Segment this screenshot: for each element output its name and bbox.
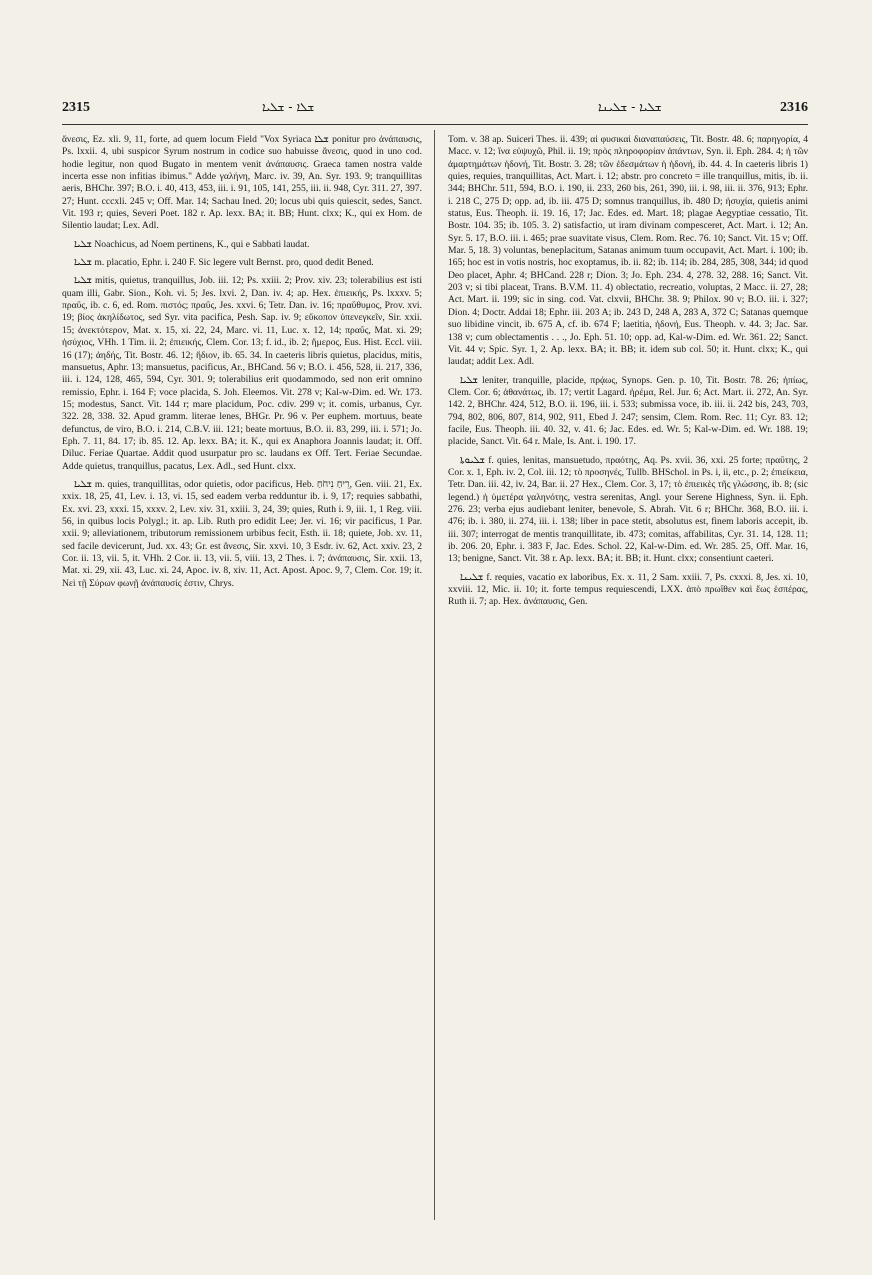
entry-paragraph: ܫܠܝܐ Noachicus, ad Noem pertinens, K., qui e Sabbati laudat.: [74, 238, 310, 250]
entry-paragraph: ἄνεσις, Ez. xli. 9, 11, forte, ad quem locum Field "Vox Syriaca ܫܠܐ ponitur pro ἀνάπαυσις, Ps. lxxii. 4, ubi suspicor Syrum nostrum in codice suo habuisse ἄνεσις, quod in uno cod. hodie legitur, non quod Bugato in mentem venit ἀνάπαυσις. Graeca tamen nostra valde incerta esse non infitias ibimus." Adde γαλήνη, Marc. iv. 39, An. Syr. 193. 9; tranquillitas aeris, BHChr. 397; B.O. i. 40, 413, 453, iii. i. 91, 105, 141, 255, iii. ii. 948, Cyr. 311. 27, 397. 27; Hunt. cccxli. 245 v; Off. Mar. 14; Sachau Ined. 20; locus ubi quis quiescit, sedes, Sanct. Vit. 193 r; quies, Severi Poet. 182 r. Ap. lexx. BA; it. BB; Hunt. clxx; K., qui ex Hom. de Silentio laudat; Lex. Adl.: [62, 134, 422, 232]
left-column: [62, 134, 422, 1214]
page-number-left: 2315: [62, 100, 90, 115]
page-number-right: 2316: [780, 100, 808, 115]
entry-paragraph: ܫܠܝܐ m. placatio, Ephr. i. 240 F. Sic legere vult Bernst. pro, quod dedit Bened.: [74, 257, 374, 269]
entry-paragraph: ܫܠܝܢܐ f. requies, vacatio ex laboribus, Ex. x. 11, 2 Sam. xxiii. 7, Ps. cxxxi. 8, Jes. xi. 10, xxviii. 12, Mic. ii. 10; it. forte tempus requiescendi, LXX. ἀπὸ πρωΐθεν καὶ ἕως ἑσπέρας, Ruth ii. 7; ap. Hex. ἀνάπαυσις, Gen.: [448, 571, 808, 608]
entry-paragraph: ܫܠܝܘܬܐ f. quies, lenitas, mansuetudo, πραότης, Aq. Ps. xvii. 36, xxi. 25 forte; πραΰτης, 2 Cor. x. 1, Eph. iv. 2, Col. iii. 12; τὸ προσηνές, Tullb. BHSchol. in Ps. i, ii, etc., p. 2; ἐπιείκεια, Tetr. Dan. iii. 42, iv. 24, Bar. ii. 27 Hex., Clem. Cor. 3, 17; τὸ ἐπιεικὲς τῆς γλώσσης, ib. 8; (sic legend.) ἡ ὑμετέρα γαληνότης, vestra serenitas, Angl. your Serene Highness, Syn. ii. Eph. 276. 23; verba ejus audiebant leniter, benevole, S. Abrah. Vit. 6 r; BHChr. 368, B.O. iii. i. 476; ib. i. 380, ii. 274, iii. i. 138; liber in pace stetit, absolutus est, finem laboris accepit, ib. iii. 307; interrogat de mentis tranquillitate, ib. 473; comitas, affabilitas, Cyr. 31. 14, 128. 11; ib. 206. 20, Ephr. i. 383 F, Jac. Edes. Schol. 22, Kal-w-Dim. ed. Wr. 285. 25, Off. Mar. 16, 13; benigne, Sanct. Vit. 38 r. Ap. lexx. BA; it. BB; it. Hunt. clxx; consentiunt caeteri.: [448, 454, 808, 565]
running-head-left: ܫܠܐ - ܫܠܝܐ: [262, 100, 315, 114]
entry-paragraph: ܫܠܝܐ m. quies, tranquillitas, odor quietis, odor pacificus, Heb. רֵיחַ נִיחֹחַ, Gen. viii. 21, Ex. xxix. 18, 25, 41, Lev. i. 13, vi. 15, sed eadem verba redduntur ib. i. 9, 17; requies sabbathi, Ex. xvi. 23, xxxi. 15, xxxv. 2, Lev. xiv. 31, xxiii. 3, 24, 39; quies, Ruth i. 9, iii. 1, 1 Reg. viii. 56, in quibus locis Polygl.; it. ap. Lib. Ruth pro edidit Lee; Jer. vi. 16; vir pacificus, 1 Par. xxii. 9; alleviationem, tributorum remissionem urbibus fecit, Esth. ii. 18; quiete, Job. xv. 11, sed facile devicerunt, Jud. xx. 43; Gr. est ἄνεσις, Sir. xxvi. 10, 3 Esdr. iv. 62, Act. xxiv. 23, 2 Cor. ii. 13, vii. 5, it. VHh. 2 Cor. ii. 13, vii. 5, viii. 13, 2 Thes. i. 7; ἀνάπαυσις, Sir. xxii. 13, Mat. xi. 29, xii. 43, Luc. xi. 24, Apoc. iv. 8, xiv. 11, Act. Apost. Apoc. 9, 7, Clem. Cor. 19; it. Νεὶ τῇ Σύρων φωνῇ ἀνάπαυσίς ἐστιν, Chrys.: [62, 478, 422, 589]
running-head-right: ܫܠܝܐ - ܫܠܝܢܐ: [598, 100, 662, 114]
entry-paragraph: ܫܠܝܐ leniter, tranquille, placide, πρᾴως, Synops. Gen. p. 10, Tit. Bostr. 78. 26; ἠπίως, Clem. Cor. 6; ἀθανάτως, ib. 17; vertit Lagard. ἠρέμα, Rel. Jur. 6; Act. Mart. ii. 272, An. Syr. 142. 2, BHChr. 424, 512, B.O. ii. 196, iii. i. 533; submissa voce, ib. iii. ii. 242 bis, 243, 703, 794, 802, 806, 807, 814, 902, 911, Ebed J. 247; sensim, Clem. Rom. Rec. 11; Cyr. 83. 12; facile, Eus. Theoph. iii. 40. 32, v. 41. 6; Jac. Edes. ed. Wr. 5; Kal-w-Dim. ed. Wr. 188. 19; placide, Sanct. Vit. 64 r. Male, Is. Ant. i. 190. 17.: [448, 374, 808, 448]
page-header: [62, 100, 808, 122]
entry-paragraph: ܫܠܝܐ mitis, quietus, tranquillus, Job. iii. 12; Ps. xxiii. 2; Prov. xiv. 23; tolerabilius est isti quam illi, Gabr. Sion., Koh. vi. 5; Jes. lxvi. 2, Dan. iv. 4; ap. Hex. ἐπιεικής, Ps. lxxxv. 5; πραΰς, ib. c. 6, ed. Rom. πιστός; πραΰς, Jes. xxvi. 6; Tetr. Dan. iv. 16; πραΰθυμος, Prov. xvi. 19; βίος ἀκηλίδωτος, sed Syr. vita pacifica, Pesh. Sap. iv. 9; εὔκοπον ὑπενεγκεῖν, Sir. xxii. 15; ἀνεκτότερον, Mat. x. 15, xi. 22, 24, Marc. vi. 11, Luc. x. 12, 14; πραΰς, Mat. xi. 29; ἡσύχιος, VHh. 1 Tim. ii. 2; ἐπιεικής, Clem. Cor. 13; f. id., ib. 2; ἤμερος, Eus. Hist. Eccl. viii. 16 (17); ἀηδής, Tit. Bostr. 46. 12; ἥδιον, ib. 65. 34. In caeteris libris quietus, placidus, mitis, mansuetus, Aphr. 13; mansuetus, pacificus, Ar., BHCand. 56 v; B.O. i. 456, 528, ii. 217, 336, iii. i. 124, 128, 465, 594, Cyr. 301. 9; tolerabilius erit quodammodo, sed non erit omnino remissio, Ephr. i. 164 F; voce placida, S. Joh. Eleemos. Vit. 278 v; Kal-w-Dim. ed. Wr. 173. 15; modestus, Sanct. Vit. 144 r; mare placidum, Poc. cdiv. 299 v; it. comis, urbanus, Cyr. 322. 28, 338. 32. Apud gramm. literae lenes, BHGr. Pr. 96 v. Per euphem. mortuus, beate defunctus, de viro, B.O. i. 214, C.B.V. iii. 121; beate mortuus, B.O. ii. 83, 299, iii. i. 571; Jo. Eph. 7. 11, 84. 17; ib. 85. 12. Ap. lexx. BA; it. K., qui ex Anaphora Joannis laudat; it. Off. Diluc. Feriae Quartae. Addit quod usurpatur pro sc. laudans ex Off. Tert. Feriae Secundae. Adde quietus, tranquillus, pacatus, Lex. Adl., sed Hunt. clxx.: [62, 275, 422, 472]
header-rule: [62, 124, 808, 125]
entry-paragraph: Tom. v. 38 ap. Suiceri Thes. ii. 439; αἱ φυσικαὶ διαναπαύσεις, Tit. Bostr. 48. 6; παρηγορία, 4 Macc. v. 12; ἵνα εὐψυχῶ, Phil. ii. 19; πρὸς πληροφορίαν ἁπάντων, Syn. ii. Eph. 284. 4; ἡ τῶν ἁμαρτημάτων ἡδονή, Tit. Bostr. 3. 28; τῶν ἐδεσμάτων ἡ ἡδονή, ib. 44. 4. In caeteris libris 1) quies, requies, tranquillitas, Act. Mart. i. 12; abstr. pro concreto = ille tranquillus, mitis, ib. ii. 344; BHChr. 511, 594, B.O. i. 190, ii. 233, 260 bis, 261, 390, iii. i. 98, iii. ii. 376, 913; Ephr. i. 218 C, 275 D; opp. ad, ib. iii. 475 D; somnus tranquillus, ib. 480 D; ἡσυχία, quietis animi status, Eus. Theoph. ii. 19. 16, 17; Jac. Edes. ed. Mart. 18; plagae Aegyptiae cessatio, Tit. Bostr. 104. 35; ib. 105. 3. 2) satisfactio, ut iram divinam compesceret, Act. Mart. i. 12; An. Syr. 5. 17, B.O. iii. i. 465; prae suavitate visus, Clem. Rom. Rec. 76. 10; Sanct. Vit. 15 v; Off. Mar. 5, 18. 3) voluntas, beneplacitum, Satanas animum tuum occupavit, Act. Mart. i. 100; ib. 165; hoc est in votis nostris, hoc exoptamus, ib. ii. 82; ib. 114; ib. 284, 285, 308, 344; id quod Deo placet, Aphr. 4; BHCand. 228 r; Dion. 3; Jo. Eph. 234. 4, 278. 32, 288. 16; Sanct. Vit. 203 v; si tibi placeat, Trans. B.V.M. 11. 4) oblectatio, recreatio, voluptas, 2 Macc. ii. 27, 28; Act. Mart. ii. 199; sic in sing. cod. Vat. clxvii, BHChr. 38. 9; Philox. 90 v; B.O. iii. i. 327; Dion. 4; Doctr. Addai 18; Ephr. iii. 203 A; ib. 243 D, 248 A, 283 A, 372 C; Satanas quemque suo libidine vincit, ib. 675 A, cf. ib. 674 F; laetitia, ἡδονή, Eus. Theoph. v. 44. 3; Jac. Sar. 138 v; cum oblectamentis . . ., Jo. Eph. 51. 10; opp. ad, Kal-w-Dim. ed. Wr. 361. 22; Sanct. Vit. 44 v; Spic. Syr. 1, 2. Ap. lexx. BA; it. BB; it. idem sub col. 50; it. Hunt. clxx; K., qui laudat; addit Lex. Adl.: [448, 134, 808, 368]
right-column: [448, 134, 808, 1214]
column-divider: [434, 130, 435, 1220]
